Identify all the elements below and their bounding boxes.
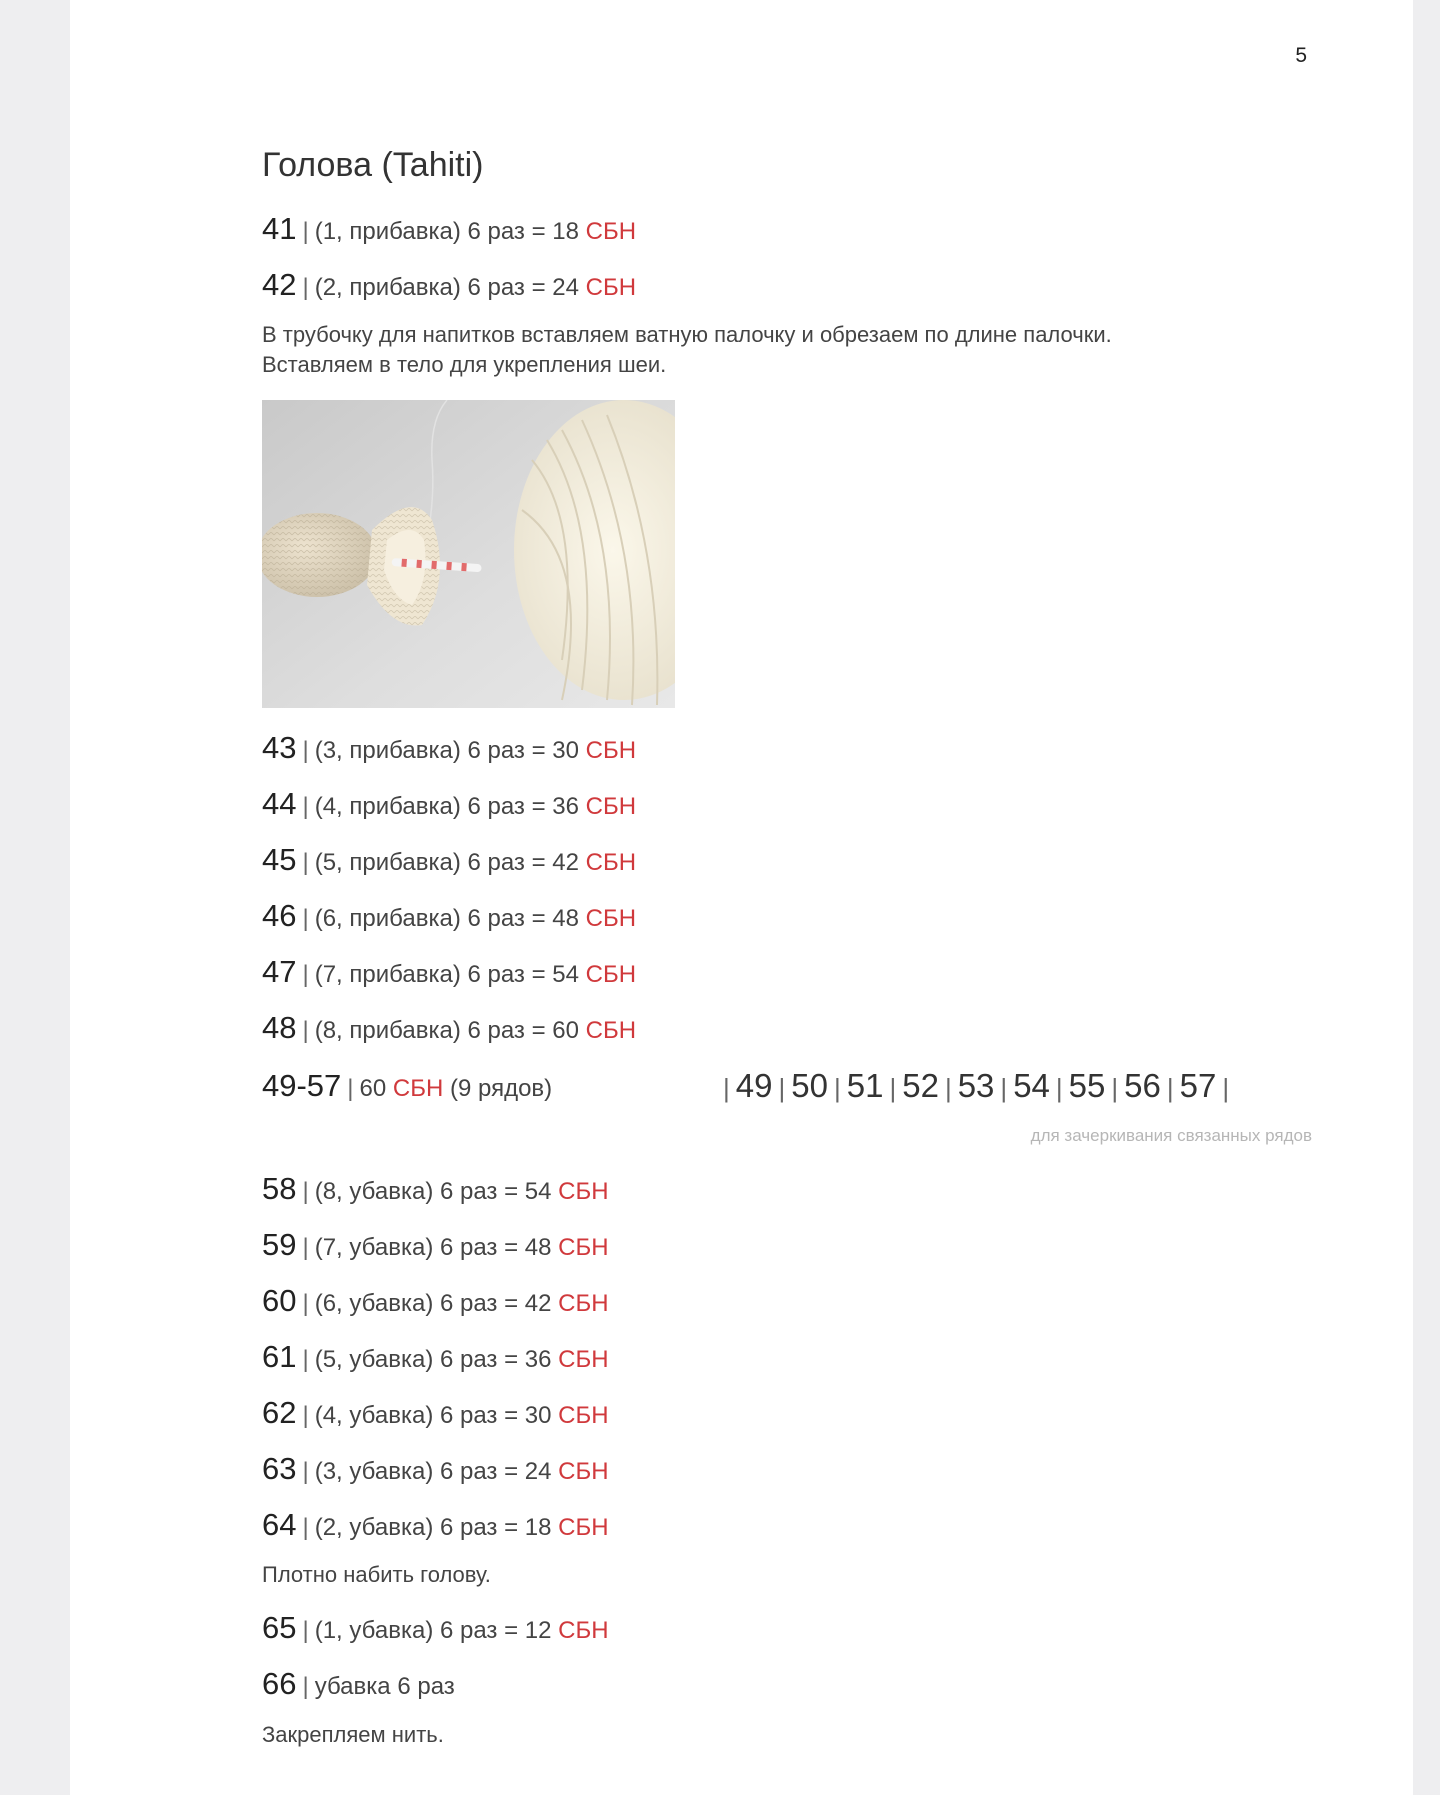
row-unit: СБН	[585, 1017, 637, 1044]
row-instruction: (7, убавка) 6 раз = 48	[314, 1234, 552, 1261]
row-number: 44	[262, 786, 297, 821]
row-number: 61	[262, 1339, 297, 1374]
row-repeat-note: (9 рядов)	[450, 1075, 553, 1102]
row-separator: |	[302, 905, 309, 932]
row-number: 60	[262, 1283, 297, 1318]
row-instruction: (5, убавка) 6 раз = 36	[314, 1346, 552, 1373]
row-separator: |	[302, 1234, 309, 1261]
row-number: 47	[262, 954, 297, 989]
row-unit: СБН	[585, 961, 637, 988]
note-fasten-off: Закрепляем нить.	[262, 1722, 444, 1747]
tracker-number[interactable]: 55	[1068, 1067, 1106, 1104]
page-number: 5	[1295, 44, 1307, 67]
pattern-row	[262, 1008, 636, 1051]
row-unit: СБН	[558, 1178, 609, 1205]
pattern-row	[262, 952, 636, 995]
pattern-row	[262, 896, 636, 939]
row-number: 48	[262, 1010, 297, 1045]
tracker-number[interactable]: 51	[846, 1067, 884, 1104]
row-number: 46	[262, 898, 297, 933]
pattern-row	[262, 1337, 609, 1380]
row-instruction: (4, прибавка) 6 раз = 36	[314, 793, 579, 820]
row-unit: СБН	[558, 1234, 609, 1261]
row-unit: СБН	[585, 274, 637, 301]
pattern-row	[262, 1169, 609, 1212]
row-instruction: (8, убавка) 6 раз = 54	[314, 1178, 552, 1205]
row-instruction: (2, прибавка) 6 раз = 24	[314, 274, 579, 301]
pattern-row	[262, 209, 636, 252]
row-instruction: (5, прибавка) 6 раз = 42	[314, 849, 579, 876]
row-unit: СБН	[558, 1402, 609, 1429]
paragraph-line: Вставляем в тело для укрепления шеи.	[262, 352, 667, 377]
pattern-row	[262, 1505, 609, 1548]
row-unit: СБН	[585, 737, 637, 764]
row-unit: СБН	[558, 1617, 609, 1644]
row-number: 66	[262, 1666, 297, 1701]
row-separator: |	[302, 1290, 309, 1317]
row-number: 64	[262, 1507, 297, 1542]
row-number: 42	[262, 267, 297, 302]
row-instruction: (3, прибавка) 6 раз = 30	[314, 737, 579, 764]
tracker-caption: для зачеркивания связанных рядов	[1030, 1126, 1312, 1145]
row-number: 45	[262, 842, 297, 877]
row-separator: |	[302, 1017, 309, 1044]
row-separator: |	[302, 793, 309, 820]
tracker-number[interactable]: 53	[957, 1067, 995, 1104]
row-unit: СБН	[585, 849, 637, 876]
row-separator: |	[302, 1458, 309, 1485]
pattern-row	[262, 728, 636, 771]
pattern-row	[262, 1449, 609, 1492]
row-separator: |	[302, 1514, 309, 1541]
pattern-row	[262, 1281, 609, 1324]
craft-photo	[262, 400, 675, 708]
row-separator: |	[302, 274, 309, 301]
row-unit: СБН	[585, 905, 637, 932]
pattern-row	[262, 784, 636, 827]
row-instruction: (3, убавка) 6 раз = 24	[314, 1458, 552, 1485]
row-separator: |	[302, 1178, 309, 1205]
tracker-number[interactable]: 57	[1179, 1067, 1217, 1104]
row-number: 62	[262, 1395, 297, 1430]
pattern-row	[262, 1608, 609, 1651]
row-separator: |	[302, 961, 309, 988]
pattern-row	[262, 1225, 609, 1268]
document-page	[70, 0, 1413, 1795]
row-unit: СБН	[558, 1514, 609, 1541]
tracker-number[interactable]: 52	[902, 1067, 939, 1104]
row-separator: |	[302, 737, 309, 764]
row-tracker: | 49 | 50 | 51 | 52 | 53 | 54 | 55 | 56 | 57 |	[723, 1067, 1230, 1104]
row-separator: |	[347, 1075, 354, 1102]
row-instruction: (8, прибавка) 6 раз = 60	[314, 1017, 579, 1044]
paragraph-line: В трубочку для напитков вставляем ватную палочку и обрезаем по длине палочки.	[262, 322, 1112, 347]
row-number: 43	[262, 730, 297, 765]
tracker-number[interactable]: 54	[1013, 1067, 1050, 1104]
row-separator: |	[302, 1346, 309, 1373]
row-instruction: (4, убавка) 6 раз = 30	[314, 1402, 552, 1429]
row-unit: СБН	[585, 218, 637, 245]
row-separator: |	[302, 849, 309, 876]
pattern-row	[262, 1393, 609, 1436]
row-unit: СБН	[558, 1346, 609, 1373]
row-stitch-count: 60	[359, 1075, 387, 1102]
row-unit: СБН	[392, 1075, 444, 1102]
tracker-number[interactable]: 56	[1124, 1067, 1161, 1104]
row-unit: СБН	[558, 1290, 609, 1317]
pattern-row	[262, 265, 636, 308]
row-instruction: (1, прибавка) 6 раз = 18	[314, 218, 579, 245]
row-instruction: (6, прибавка) 6 раз = 48	[314, 905, 579, 932]
row-separator: |	[302, 1402, 309, 1429]
row-separator: |	[302, 1617, 309, 1644]
row-instruction: (2, убавка) 6 раз = 18	[314, 1514, 552, 1541]
pattern-row	[262, 840, 636, 883]
tracker-number[interactable]: 50	[791, 1067, 828, 1104]
row-separator: |	[302, 1673, 309, 1700]
pattern-row	[262, 1664, 455, 1707]
row-separator: |	[302, 218, 309, 245]
section-title: Голова (Tahiti)	[262, 146, 484, 184]
row-instruction: убавка 6 раз	[314, 1673, 455, 1700]
instruction-paragraph	[262, 320, 1112, 380]
pattern-row-range	[262, 1066, 552, 1109]
row-unit: СБН	[558, 1458, 609, 1485]
row-unit: СБН	[585, 793, 637, 820]
row-number: 58	[262, 1171, 297, 1206]
row-number: 49-57	[262, 1068, 342, 1103]
row-number: 65	[262, 1610, 297, 1645]
row-instruction: (1, убавка) 6 раз = 12	[314, 1617, 552, 1644]
row-number: 59	[262, 1227, 297, 1262]
row-instruction: (6, убавка) 6 раз = 42	[314, 1290, 552, 1317]
row-instruction: (7, прибавка) 6 раз = 54	[314, 961, 579, 988]
row-number: 63	[262, 1451, 297, 1486]
note-stuff-head: Плотно набить голову.	[262, 1562, 491, 1587]
tracker-number[interactable]: 49	[735, 1067, 773, 1104]
row-number: 41	[262, 211, 297, 246]
